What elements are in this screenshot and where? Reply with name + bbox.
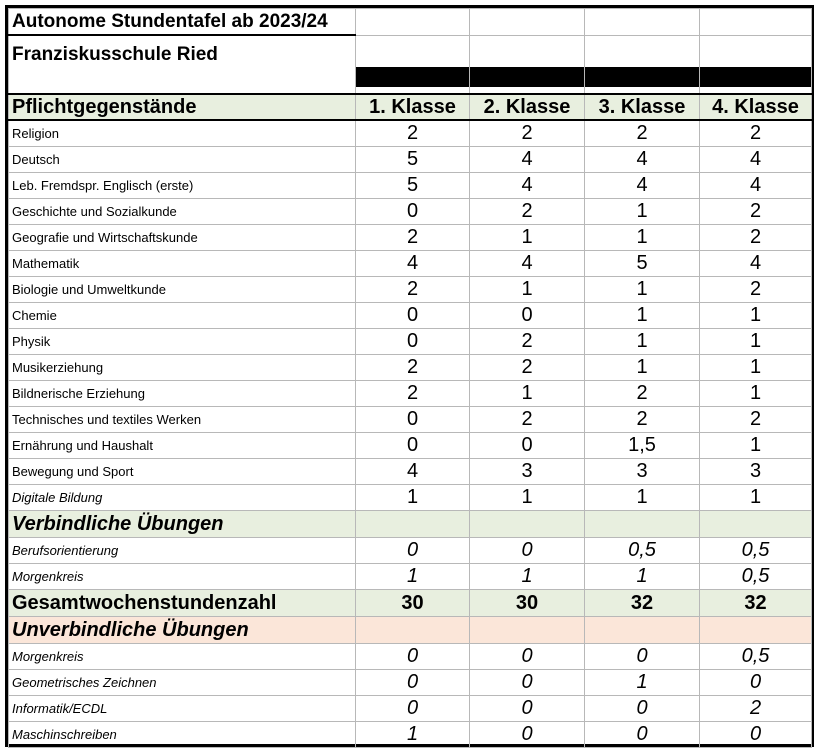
hours-value: 4: [470, 147, 585, 173]
hours-value: 1: [585, 564, 700, 590]
empty-cell: [700, 617, 812, 644]
empty-cell: [470, 511, 585, 538]
hours-value: 1: [700, 381, 812, 407]
hours-value: 2: [585, 381, 700, 407]
hours-value: 2: [700, 199, 812, 225]
empty-cell: [585, 511, 700, 538]
hours-value: 2: [700, 120, 812, 147]
hours-value: 4: [470, 173, 585, 199]
hours-value: 1: [470, 564, 585, 590]
subject-row: [9, 329, 812, 355]
black-bar: [700, 67, 811, 87]
hours-value: 0,5: [700, 564, 812, 590]
hours-value: 0,5: [700, 538, 812, 564]
school-row: [9, 35, 812, 94]
subject-name: Deutsch: [9, 147, 356, 173]
hours-value: 4: [585, 173, 700, 199]
subject-row: [9, 147, 812, 173]
hours-value: 0: [700, 670, 812, 696]
empty-cell: [700, 511, 812, 538]
hours-value: 1: [585, 355, 700, 381]
subject-name: Chemie: [9, 303, 356, 329]
hours-value: 4: [700, 251, 812, 277]
hours-value: 0: [470, 670, 585, 696]
subject-name: Morgenkreis: [9, 644, 356, 670]
subject-row: [9, 485, 812, 511]
hours-value: 5: [356, 173, 470, 199]
hours-value: 1: [585, 303, 700, 329]
hours-value: 1: [700, 485, 812, 511]
subject-row: [9, 381, 812, 407]
hours-value: 2: [585, 120, 700, 147]
timetable-body: [9, 9, 812, 748]
hours-value: 2: [700, 696, 812, 722]
hours-value: 2: [470, 329, 585, 355]
hours-value: 1: [700, 329, 812, 355]
subject-name: Musikerziehung: [9, 355, 356, 381]
subject-row: [9, 120, 812, 147]
hours-value: 2: [470, 120, 585, 147]
column-header-row: [9, 94, 812, 120]
subject-row: [9, 722, 812, 748]
hours-value: 0: [470, 696, 585, 722]
hours-value: 1: [700, 303, 812, 329]
hours-value: 0: [585, 644, 700, 670]
hours-value: 2: [356, 381, 470, 407]
subject-name: Geografie und Wirtschaftskunde: [9, 225, 356, 251]
subject-name: Bildnerische Erziehung: [9, 381, 356, 407]
empty-cell: [356, 511, 470, 538]
hours-value: 0: [356, 696, 470, 722]
hours-value: 2: [470, 355, 585, 381]
hours-value: 2: [356, 355, 470, 381]
subject-row: [9, 433, 812, 459]
hours-value: 2: [470, 199, 585, 225]
hours-value: 4: [470, 251, 585, 277]
total-value: 30: [470, 590, 585, 617]
black-bar: [470, 67, 584, 87]
hours-value: 0: [585, 722, 700, 748]
hours-value: 0: [585, 696, 700, 722]
hours-value: 1: [356, 485, 470, 511]
hours-value: 3: [585, 459, 700, 485]
hours-value: 0: [356, 303, 470, 329]
hours-value: 0,5: [700, 644, 812, 670]
subject-name: Ernährung und Haushalt: [9, 433, 356, 459]
hours-value: 1: [356, 722, 470, 748]
empty-cell: [470, 617, 585, 644]
school-name: Franziskusschule Ried: [9, 35, 356, 94]
hours-value: 1,5: [585, 433, 700, 459]
hours-value: 2: [356, 120, 470, 147]
hours-value: 0: [356, 433, 470, 459]
hours-value: 5: [585, 251, 700, 277]
hours-value: 0: [356, 199, 470, 225]
subject-row: [9, 538, 812, 564]
hours-value: 2: [356, 225, 470, 251]
subject-name: Morgenkreis: [9, 564, 356, 590]
subject-row: [9, 644, 812, 670]
hours-value: 1: [585, 277, 700, 303]
hours-value: 1: [470, 381, 585, 407]
hours-value: 3: [470, 459, 585, 485]
subject-row: [9, 251, 812, 277]
black-bar: [356, 67, 469, 87]
section-unverbindlich-title: Unverbindliche Übungen: [9, 617, 356, 644]
hours-value: 1: [470, 485, 585, 511]
subject-name: Informatik/ECDL: [9, 696, 356, 722]
section-unverbindlich-row: [9, 617, 812, 644]
hours-value: 2: [470, 407, 585, 433]
hours-value: 0: [356, 407, 470, 433]
hours-value: 1: [356, 564, 470, 590]
subject-row: [9, 407, 812, 433]
hours-value: 0,5: [585, 538, 700, 564]
subject-row: [9, 225, 812, 251]
hours-value: 0: [470, 303, 585, 329]
hours-value: 0: [356, 538, 470, 564]
total-value: 32: [585, 590, 700, 617]
hours-value: 1: [470, 225, 585, 251]
class-header: 1. Klasse: [356, 94, 470, 120]
hours-value: 4: [356, 251, 470, 277]
total-value: 32: [700, 590, 812, 617]
hours-value: 1: [585, 199, 700, 225]
subject-name: Religion: [9, 120, 356, 147]
hours-value: 3: [700, 459, 812, 485]
section-title-pflicht: Pflichtgegenstände: [9, 94, 356, 120]
hours-value: 2: [700, 277, 812, 303]
class-header: 2. Klasse: [470, 94, 585, 120]
hours-value: 4: [700, 173, 812, 199]
hours-value: 0: [356, 644, 470, 670]
subject-row: [9, 277, 812, 303]
hours-value: 0: [470, 433, 585, 459]
total-value: 30: [356, 590, 470, 617]
hours-value: 0: [470, 644, 585, 670]
hours-value: 0: [356, 329, 470, 355]
class-header: 4. Klasse: [700, 94, 812, 120]
subject-row: [9, 199, 812, 225]
title-row: [9, 9, 812, 36]
hours-value: 4: [585, 147, 700, 173]
section-verbindlich-title: Verbindliche Übungen: [9, 511, 356, 538]
hours-value: 2: [585, 407, 700, 433]
subject-name: Bewegung und Sport: [9, 459, 356, 485]
subject-row: [9, 459, 812, 485]
subject-name: Technisches und textiles Werken: [9, 407, 356, 433]
subject-row: [9, 303, 812, 329]
hours-value: 1: [700, 355, 812, 381]
subject-name: Berufsorientierung: [9, 538, 356, 564]
hours-value: 5: [356, 147, 470, 173]
hours-value: 1: [585, 329, 700, 355]
subject-name: Mathematik: [9, 251, 356, 277]
subject-name: Biologie und Umweltkunde: [9, 277, 356, 303]
timetable: [8, 8, 812, 748]
empty-cell: [585, 617, 700, 644]
subject-row: [9, 696, 812, 722]
hours-value: 1: [585, 670, 700, 696]
subject-name: Geschichte und Sozialkunde: [9, 199, 356, 225]
subject-row: [9, 670, 812, 696]
empty-cell: [356, 617, 470, 644]
subject-row: [9, 355, 812, 381]
black-bar: [585, 67, 699, 87]
hours-value: 0: [470, 538, 585, 564]
hours-value: 0: [700, 722, 812, 748]
hours-value: 1: [470, 277, 585, 303]
hours-value: 2: [356, 277, 470, 303]
subject-name: Digitale Bildung: [9, 485, 356, 511]
subject-name: Geometrisches Zeichnen: [9, 670, 356, 696]
subject-row: [9, 564, 812, 590]
hours-value: 2: [700, 225, 812, 251]
hours-value: 4: [356, 459, 470, 485]
hours-value: 4: [700, 147, 812, 173]
document-title: Autonome Stundentafel ab 2023/24: [9, 9, 356, 36]
hours-value: 1: [700, 433, 812, 459]
subject-name: Physik: [9, 329, 356, 355]
total-label: Gesamtwochenstundenzahl: [9, 590, 356, 617]
hours-value: 1: [585, 225, 700, 251]
hours-value: 0: [356, 670, 470, 696]
timetable-sheet: [5, 5, 814, 747]
section-verbindlich-row: [9, 511, 812, 538]
subject-row: [9, 173, 812, 199]
hours-value: 1: [585, 485, 700, 511]
hours-value: 0: [470, 722, 585, 748]
total-row: [9, 590, 812, 617]
class-header: 3. Klasse: [585, 94, 700, 120]
subject-name: Maschinschreiben: [9, 722, 356, 748]
hours-value: 2: [700, 407, 812, 433]
subject-name: Leb. Fremdspr. Englisch (erste): [9, 173, 356, 199]
